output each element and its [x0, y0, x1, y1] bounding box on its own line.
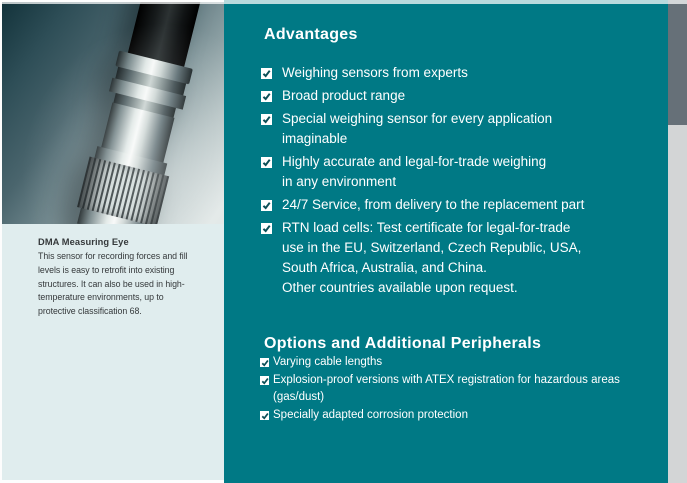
bullet-line-text: Weighing sensors from experts — [282, 65, 468, 80]
bullet-line-text: Other countries available upon request. — [282, 280, 518, 295]
list-item — [260, 372, 668, 406]
sensor-device — [47, 2, 224, 224]
bullet-line-text: South Africa, Australia, and China. — [282, 260, 487, 275]
caption-line: This sensor for recording forces and fill — [38, 251, 188, 261]
checked-checkbox-icon — [261, 200, 272, 211]
teal-panel — [224, 0, 668, 483]
list-item — [261, 218, 668, 298]
bullet-line-text: Special weighing sensor for every application — [282, 111, 553, 126]
list-item — [260, 407, 668, 424]
options-list — [260, 354, 668, 424]
checked-checkbox-icon — [261, 157, 272, 168]
list-item — [261, 152, 668, 192]
options-heading: Options and Additional Peripherals — [264, 335, 542, 352]
bullet-line-text: Highly accurate and legal-for-trade weighing — [282, 154, 547, 169]
bullet-line-text: Specially adapted corrosion protection — [273, 409, 468, 421]
bullet-line-text: Explosion-proof versions with ATEX registration for hazardous areas — [273, 374, 620, 386]
list-item — [261, 86, 668, 106]
bullet-line-text: in any environment — [282, 174, 397, 189]
bullet-line-text: use in the EU, Switzerland, Czech Republic, USA, — [282, 240, 582, 255]
checked-checkbox-icon — [261, 114, 272, 125]
caption-body — [2, 250, 224, 319]
checked-checkbox-icon — [260, 411, 269, 420]
page-edge-light-strip — [668, 125, 687, 483]
bullet-line-text: Varying cable lengths — [273, 356, 383, 368]
photo-caption — [2, 224, 224, 480]
page-top-edge — [0, 0, 687, 4]
advantages-heading: Advantages — [264, 26, 358, 43]
product-photo — [2, 2, 224, 224]
caption-line: protective classification 68. — [38, 306, 142, 317]
bullet-line-text: RTN load cells: Test certificate for legal-for-trade — [282, 220, 571, 235]
caption-line: levels is easy to retrofit into existing — [38, 264, 175, 275]
checked-checkbox-icon — [260, 358, 269, 367]
list-item — [261, 109, 668, 149]
checked-checkbox-icon — [261, 223, 272, 234]
caption-title: DMA Measuring Eye — [38, 237, 129, 247]
bullet-line-text: 24/7 Service, from delivery to the replacement part — [282, 197, 585, 212]
checked-checkbox-icon — [261, 91, 272, 102]
bullet-line-text: Broad product range — [282, 88, 406, 103]
checked-checkbox-icon — [261, 68, 272, 79]
list-item — [260, 354, 668, 371]
caption-line: structures. It can also be used in high- — [38, 278, 185, 289]
page-edge-dark-strip — [668, 0, 687, 125]
checked-checkbox-icon — [260, 376, 269, 385]
caption-line: temperature environments, up to — [38, 292, 164, 303]
bullet-line-text: (gas/dust) — [273, 391, 325, 403]
advantages-list — [261, 63, 668, 298]
list-item — [261, 63, 668, 83]
list-item — [261, 195, 668, 215]
bullet-line-text: imaginable — [282, 131, 348, 146]
